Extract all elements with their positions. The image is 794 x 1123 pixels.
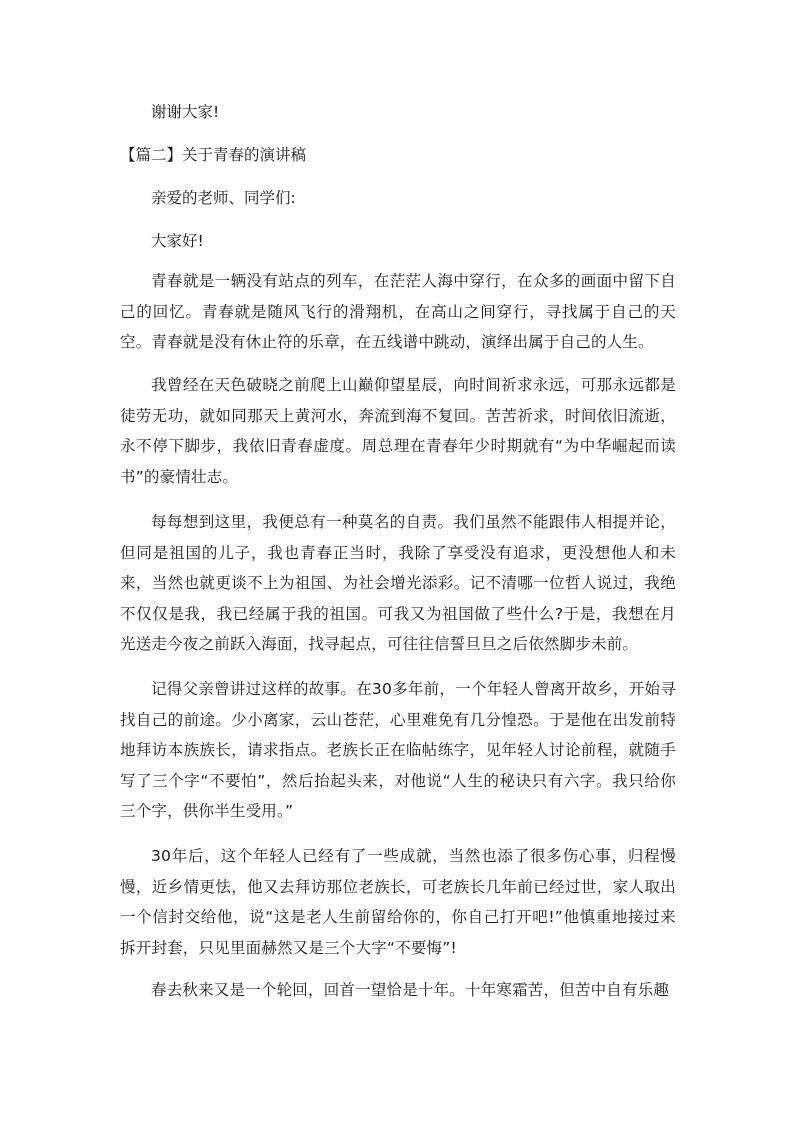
section-heading: 【篇二】关于青春的演讲稿 bbox=[120, 146, 307, 164]
paragraph-5: 30年后，这个年轻人已经有了一些成就，当然也添了很多伤心事，归程慢慢，近乡情更怯，他又去拜访那位老族长，可老族长几年前已经过世，家人取出一个信封交给他，说“这是老人生前留给你的，你自己打开吧!”他慎重地接过来拆开封套，只见里面赫然又是三个大字“不要悔”! bbox=[120, 847, 676, 957]
paragraph-2: 我曾经在天色破晓之前爬上山巅仰望星辰，向时间祈求永远，可那永远都是徒劳无功，就如同那天上黄河水，奔流到海不复回。苦苦祈求，时间依旧流逝，永不停下脚步，我依旧青春虚度。周总理在青春年少时期就有“为中华崛起而读书”的豪情壮志。 bbox=[120, 376, 676, 486]
paragraph-6: 春去秋来又是一个轮回，回首一望恰是十年。十年寒霜苦，但苦中自有乐趣 bbox=[151, 981, 670, 999]
closing-text: 谢谢大家! bbox=[151, 103, 220, 121]
paragraph-3: 每每想到这里，我便总有一种莫名的自责。我们虽然不能跟伟人相提并论，但同是祖国的儿子，我也青春正当时，我除了享受没有追求，更没想他人和未来，当然也就更谈不上为祖国、为社会增光添彩。记不清哪一位哲人说过，我绝不仅仅是我，我已经属于我的祖国。可我又为祖国做了些什么?于是，我想在月光送走今夜之前跃入海面，找寻起点，可往往信誓旦旦之后依然脚步未前。 bbox=[120, 513, 676, 653]
salutation-text: 亲爱的老师、同学们: bbox=[151, 189, 296, 207]
paragraph-4: 记得父亲曾讲过这样的故事。在30多年前，一个年轻人曾离开故乡，开始寻找自己的前途。少小离家，云山苍茫，心里难免有几分惶恐。于是他在出发前特地拜访本族族长，请求指点。老族长正在临帖练字，见年轻人讨论前程，就随手写了三个字“不要怕”，然后抬起头来，对他说“人生的秘诀只有六字。我只给你三个字，供你半生受用。” bbox=[120, 680, 676, 820]
paragraph-1: 青春就是一辆没有站点的列车，在茫茫人海中穿行，在众多的画面中留下自己的回忆。青春就是随风飞行的滑翔机，在高山之间穿行，寻找属于自己的天空。青春就是没有休止符的乐章，在五线谱中跳动，演绎出属于自己的人生。 bbox=[120, 272, 676, 351]
greeting-text: 大家好! bbox=[151, 232, 204, 250]
